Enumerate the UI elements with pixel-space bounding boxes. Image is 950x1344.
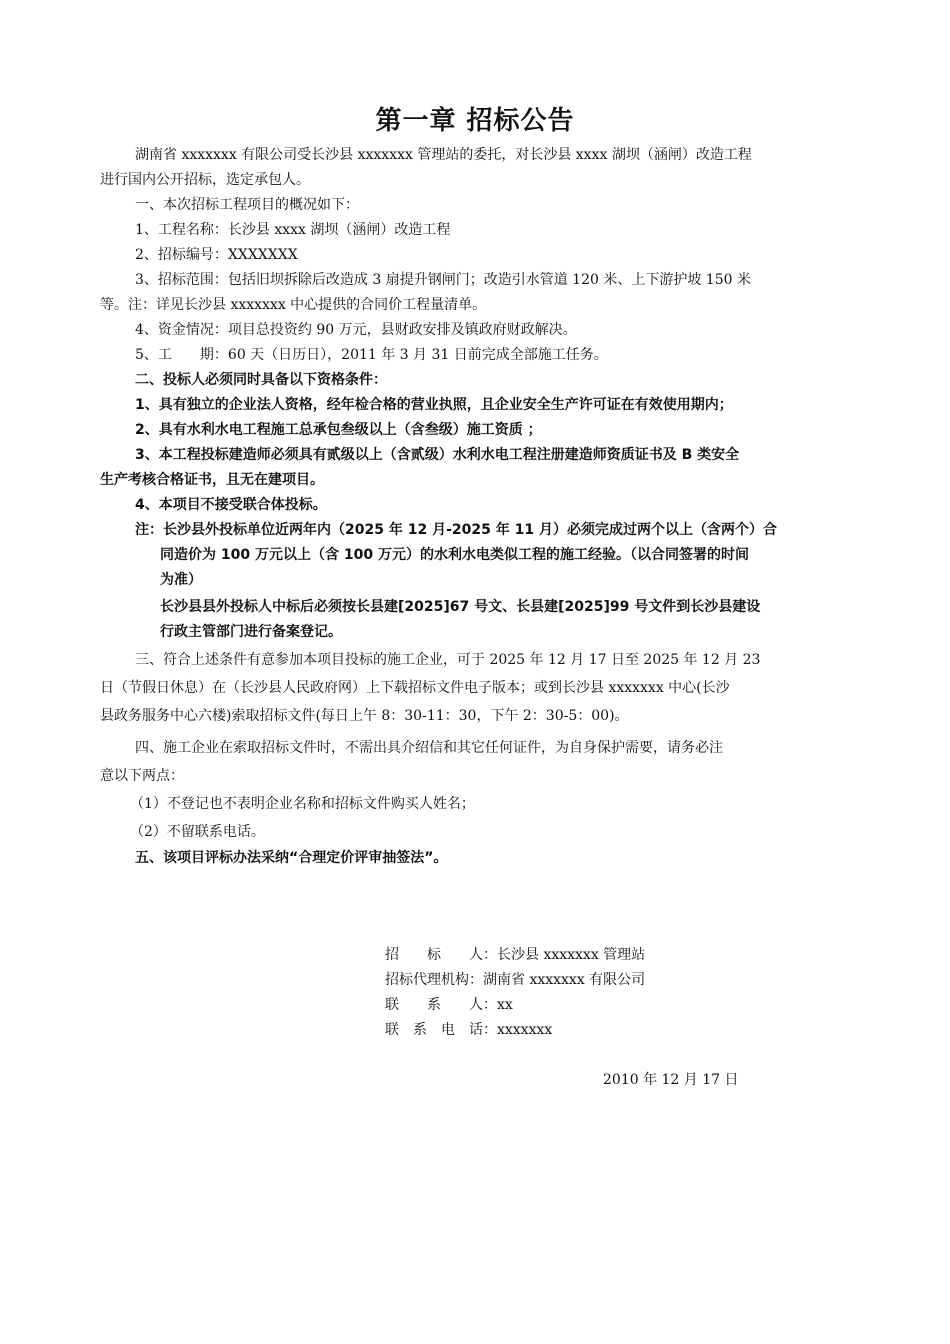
signature-phone: 联 系 电 话：xxxxxxx [385, 1022, 553, 1038]
section-2-item-3-line-1: 3、本工程投标建造师必须具有贰级以上（含贰级）水利水电工程注册建造师资质证书及 B 类安全 [135, 447, 740, 463]
section-3-line-2: 日（节假日休息）在（长沙县人民政府网）上下载招标文件电子版本；或到长沙县 xxxxxxx 中心(长沙 [100, 680, 730, 696]
intro-line-1: 湖南省 xxxxxxx 有限公司受长沙县 xxxxxxx 管理站的委托，对长沙县 xxxx 湖坝（涵闸）改造工程 [135, 147, 752, 163]
section-1-item-4: 4、资金情况：项目总投资约 90 万元，县财政安排及镇政府财政解决。 [135, 322, 577, 338]
section-3-line-1: 三、符合上述条件有意参加本项目投标的施工企业，可于 2025 年 12 月 17 日至 2025 年 12 月 23 [135, 652, 761, 668]
section-5-heading: 五、该项目评标办法采纳“合理定价评审抽签法”。 [135, 850, 448, 866]
section-2-item-4: 4、本项目不接受联合体投标。 [135, 497, 327, 513]
section-4-line-1: 四、施工企业在索取招标文件时，不需出具介绍信和其它任何证件，为自身保护需要，请务必注 [135, 740, 723, 756]
signature-tenderer: 招 标 人：长沙县 xxxxxxx 管理站 [385, 947, 646, 963]
section-2-note-line-2: 同造价为 100 万元以上（含 100 万元）的水利水电类似工程的施工经验。（以合同签署的时间 [160, 547, 749, 563]
section-3-line-3: 县政务服务中心六楼)索取招标文件(每日上午 8：30-11：30，下午 2：30-5：00)。 [100, 708, 629, 724]
section-4-item-1: （1）不登记也不表明企业名称和招标文件购买人姓名； [130, 796, 475, 812]
section-1-item-5: 5、工 期：60 天（日历日），2011 年 3 月 31 日前完成全部施工任务。 [135, 347, 608, 363]
intro-line-2: 进行国内公开招标，选定承包人。 [100, 172, 310, 188]
section-1-heading: 一、本次招标工程项目的概况如下： [135, 197, 359, 213]
section-1-item-3-line-1: 3、招标范围：包括旧坝拆除后改造成 3 扇提升钢闸门；改造引水管道 120 米、上下游护坡 150 米 [135, 272, 751, 288]
section-1-item-3-line-2: 等。注：详见长沙县 xxxxxxx 中心提供的合同价工程量清单。 [100, 297, 487, 313]
section-4-line-2: 意以下两点： [100, 768, 184, 784]
section-2-item-1: 1、具有独立的企业法人资格，经年检合格的营业执照，且企业安全生产许可证在有效使用期内； [135, 397, 733, 413]
section-2-note-line-1: 注：长沙县外投标单位近两年内（2025 年 12 月-2025 年 11 月）必须完成过两个以上（含两个）合 [135, 522, 777, 538]
signature-contact: 联 系 人：xx [385, 997, 513, 1013]
issue-date: 2010 年 12 月 17 日 [603, 1072, 739, 1088]
page-title: 第一章 招标公告 [375, 106, 575, 136]
section-1-item-2: 2、招标编号：XXXXXXX [135, 247, 298, 263]
section-2-note-line-4: 长沙县县外投标人中标后必须按长县建[2025]67 号文、长县建[2025]99 号文件到长沙县建设 [160, 599, 761, 615]
section-2-note-line-5: 行政主管部门进行备案登记。 [160, 624, 342, 640]
signature-agency: 招标代理机构：湖南省 xxxxxxx 有限公司 [385, 972, 646, 988]
section-2-note-line-3: 为准） [160, 572, 202, 588]
section-4-item-2: （2）不留联系电话。 [130, 824, 265, 840]
section-1-item-1: 1、工程名称：长沙县 xxxx 湖坝（涵闸）改造工程 [135, 222, 451, 238]
section-2-item-3-line-2: 生产考核合格证书，且无在建项目。 [100, 472, 324, 488]
section-2-item-2: 2、具有水利水电工程施工总承包叁级以上（含叁级）施工资质 ； [135, 422, 542, 438]
section-2-heading: 二、投标人必须同时具备以下资格条件： [135, 372, 387, 388]
